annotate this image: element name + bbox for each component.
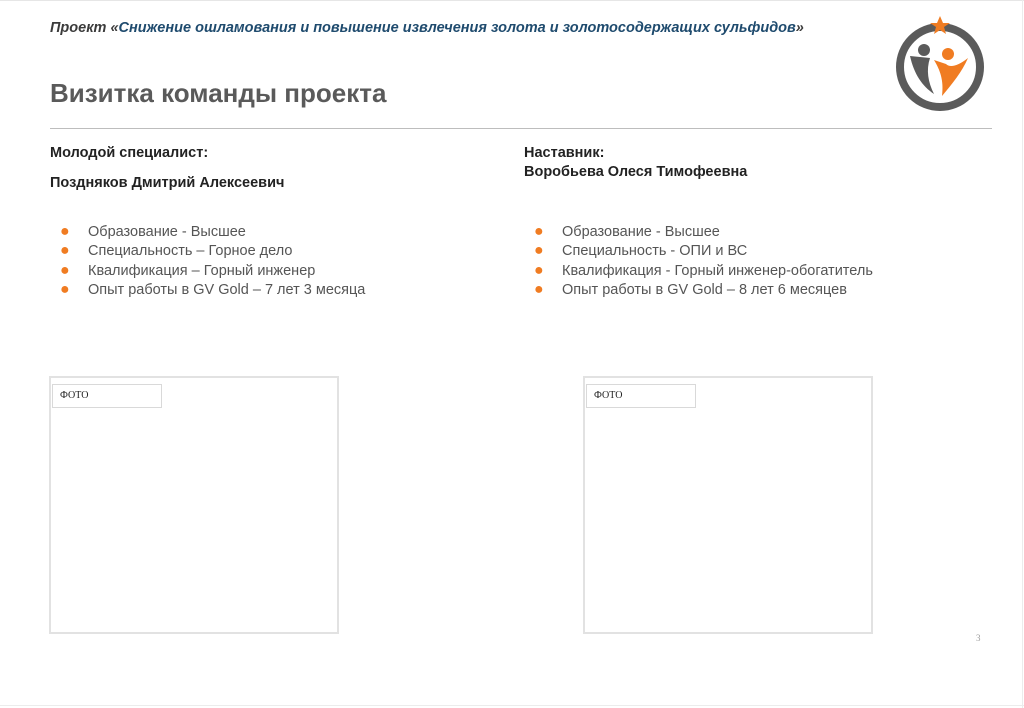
mentor-facts bbox=[524, 223, 873, 301]
frame-bottom-border bbox=[0, 705, 1024, 706]
mentor-name: Воробьева Олеся Тимофеевна bbox=[524, 164, 748, 180]
project-title: Снижение ошламования и повышение извлечения золота и золотосодержащих сульфидов bbox=[118, 20, 796, 36]
title-divider bbox=[50, 128, 992, 129]
team-logo-icon bbox=[892, 14, 988, 114]
young-specialist-name: Поздняков Дмитрий Алексеевич bbox=[50, 175, 285, 191]
bullet-icon: ● bbox=[534, 242, 544, 260]
mentor-column bbox=[524, 145, 944, 299]
frame-right-border bbox=[1022, 0, 1023, 708]
list-item: ● Квалификация - Горный инженер-обогатитель bbox=[534, 261, 873, 279]
bullet-icon: ● bbox=[60, 242, 70, 260]
list-item: ● Образование - Высшее bbox=[60, 223, 246, 240]
project-line bbox=[50, 20, 804, 36]
young-specialist-photo-placeholder bbox=[49, 376, 339, 634]
bullet-icon: ● bbox=[534, 261, 544, 279]
list-item: ● Специальность – Горное дело bbox=[60, 242, 293, 260]
page-title: Визитка команды проекта bbox=[50, 78, 387, 108]
photo-label: ФОТО bbox=[586, 384, 696, 408]
page-number: 3 bbox=[976, 633, 981, 643]
photo-label: ФОТО bbox=[52, 384, 162, 408]
list-item: ● Опыт работы в GV Gold – 7 лет 3 месяца bbox=[60, 281, 366, 299]
list-item: ● Специальность - ОПИ и ВС bbox=[534, 242, 748, 260]
project-prefix: Проект « bbox=[50, 20, 119, 36]
bullet-icon: ● bbox=[60, 281, 70, 299]
list-item: ● Образование - Высшее bbox=[534, 223, 720, 240]
young-specialist-column bbox=[50, 145, 470, 299]
list-item: ● Опыт работы в GV Gold – 8 лет 6 месяцев bbox=[534, 281, 847, 299]
young-specialist-role: Молодой специалист: bbox=[50, 145, 209, 161]
mentor-photo-placeholder bbox=[583, 376, 873, 634]
mentor-role: Наставник: bbox=[524, 145, 605, 161]
bullet-icon: ● bbox=[60, 261, 70, 279]
bullet-icon: ● bbox=[534, 223, 544, 240]
list-item: ● Квалификация – Горный инженер bbox=[60, 261, 316, 279]
bullet-icon: ● bbox=[534, 281, 544, 299]
project-suffix: » bbox=[795, 20, 804, 36]
young-specialist-facts bbox=[50, 223, 365, 301]
frame-top-border bbox=[0, 0, 1024, 1]
bullet-icon: ● bbox=[60, 223, 70, 240]
